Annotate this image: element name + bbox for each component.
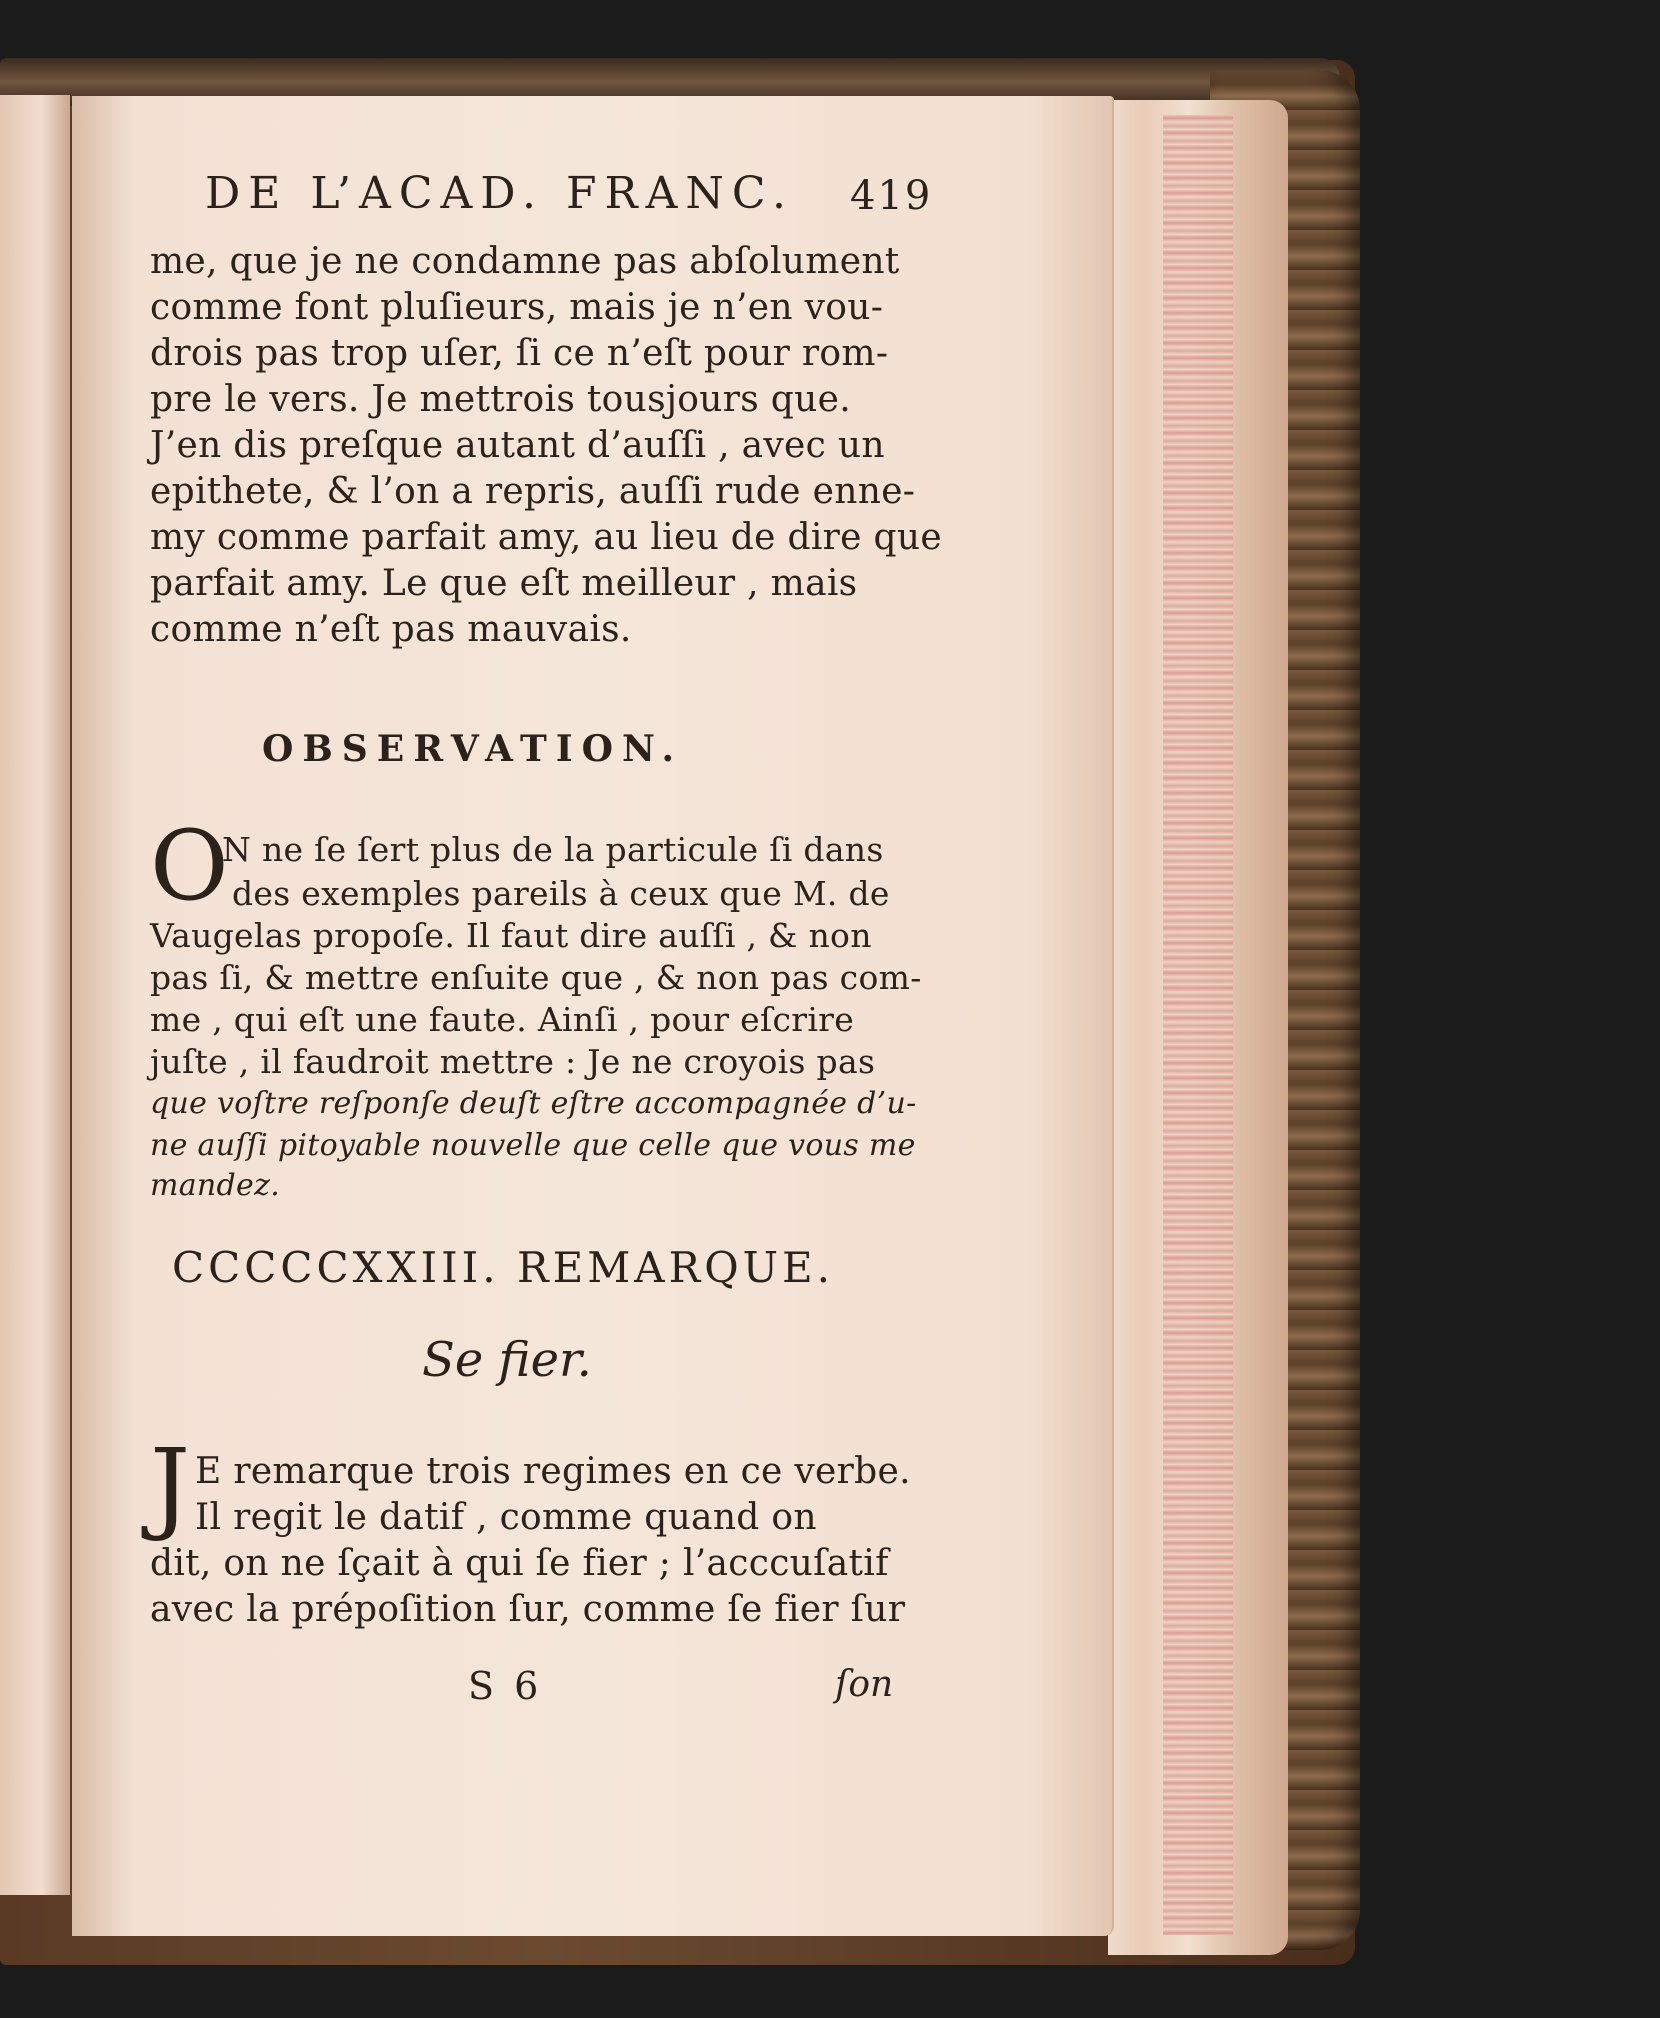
text-line: me , qui eſt une faute. Ainſi , pour eſcrire <box>150 1000 855 1039</box>
text-line: dit, on ne ſçait à qui ſe fier ; l’acccuſatif <box>150 1543 889 1584</box>
text-line: juſte , il faudroit mettre : Je ne croyois pas <box>150 1042 876 1081</box>
text-line: E remarque trois regimes en ce verbe. <box>195 1451 911 1492</box>
text-line: Il regit le datif , comme quand on <box>195 1497 817 1538</box>
text-line: epithete, & l’on a repris, auſſi rude enne- <box>150 471 916 512</box>
running-head: DE L’ACAD. FRANC. <box>205 168 794 219</box>
text-line: avec la prépoſition ſur, comme ſe fier ſur <box>150 1589 906 1630</box>
observation-heading: OBSERVATION. <box>262 728 684 770</box>
remarque-subtitle: Se fier. <box>422 1332 592 1388</box>
text-line: my comme parfait amy, au lieu de dire que <box>150 517 942 558</box>
text-line: N ne ſe ſert plus de la particule ſi dans <box>222 830 884 869</box>
facing-page <box>0 95 70 1895</box>
text-line: Vaugelas propoſe. Il faut dire auſſi , & non <box>150 916 872 955</box>
text-line: J’en dis preſque autant d’auſſi , avec un <box>150 425 885 466</box>
text-line: comme n’eſt pas mauvais. <box>150 609 632 650</box>
text-line: me, que je ne condamne pas abſolument <box>150 241 900 282</box>
signature-mark: S 6 <box>468 1664 543 1708</box>
page-number: 419 <box>850 173 933 219</box>
text-line: comme font pluſieurs, mais je n’en vou- <box>150 287 884 328</box>
text-line: ne auſſi pitoyable nouvelle que celle que vous me <box>150 1128 916 1163</box>
text-line: pas ſi, & mettre enſuite que , & non pas com- <box>150 958 922 997</box>
page-edges <box>1108 100 1288 1955</box>
sprinkled-edge <box>1163 115 1233 1935</box>
remarque-heading: CCCCCXXIII. REMARQUE. <box>172 1243 835 1292</box>
drop-cap: J <box>150 1427 191 1544</box>
text-line: mandez. <box>150 1168 281 1203</box>
text-line: pre le vers. Je mettrois tousjours que. <box>150 379 851 420</box>
drop-cap: O <box>150 810 229 922</box>
text-line: parfait amy. Le que eſt meilleur , mais <box>150 563 858 604</box>
catchword: ſon <box>835 1664 894 1705</box>
text-line: des exemples pareils à ceux que M. de <box>232 874 890 913</box>
text-line: drois pas trop uſer, ſi ce n’eſt pour rom- <box>150 333 889 374</box>
text-line: que voſtre reſponſe deuſt eſtre accompagnée d’u- <box>150 1086 917 1121</box>
